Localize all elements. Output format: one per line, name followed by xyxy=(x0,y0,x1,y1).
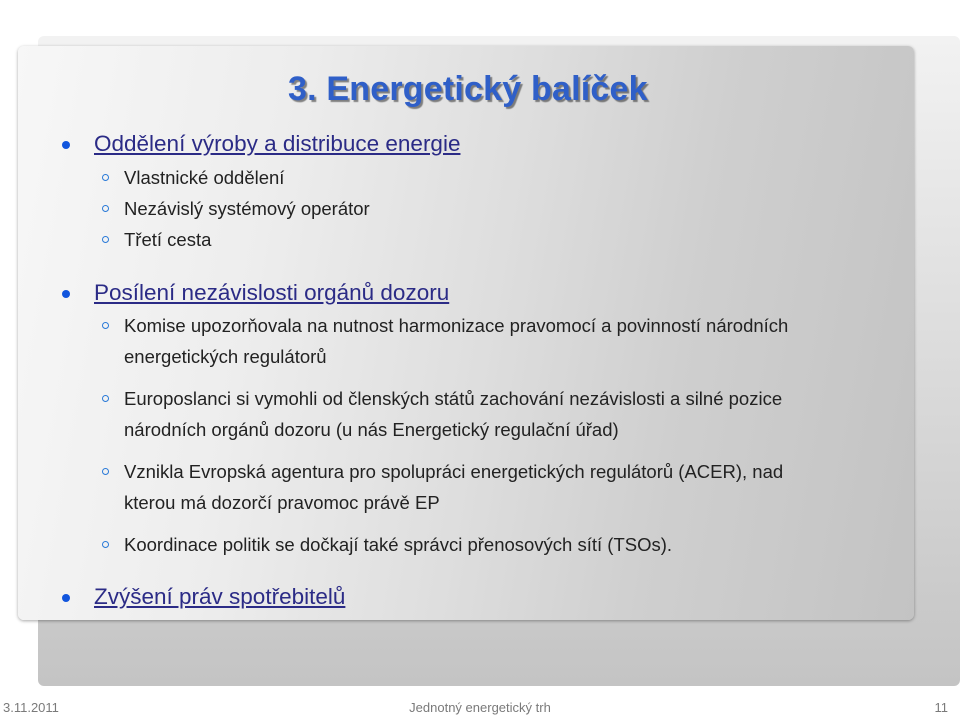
sub-bullet-text: Europoslanci si vymohli od členských států zachování nezávislosti a silné pozice národních orgánů dozoru (u nás Energetický regulační úřad) xyxy=(124,388,783,440)
sub-bullet xyxy=(62,529,832,560)
sub-bullet-text: Komise upozorňovala na nutnost harmonizace pravomocí a povinností národních energetických regulátorů xyxy=(124,315,789,367)
heading-text: Zvýšení práv spotřebitelů xyxy=(94,584,346,609)
slide-title: 3. Energetický balíček xyxy=(288,70,648,108)
slide-footer xyxy=(0,697,960,720)
sub-bullet xyxy=(62,456,832,518)
page-number: 11 xyxy=(934,700,948,715)
sub-bullet xyxy=(62,193,832,224)
sub-bullet xyxy=(62,162,832,193)
sub-bullet xyxy=(62,310,832,372)
ring-bullet-icon xyxy=(102,322,109,329)
ring-bullet-icon xyxy=(102,395,109,402)
slide-content xyxy=(62,130,832,611)
heading-text: Oddělení výroby a distribuce energie xyxy=(94,131,461,156)
ring-bullet-icon xyxy=(102,236,109,243)
bullet-heading-regulators xyxy=(62,279,832,307)
heading-text: Posílení nezávislosti orgánů dozoru xyxy=(94,280,450,305)
bullet-heading-unbundling xyxy=(62,130,832,158)
sub-bullet-text: Nezávislý systémový operátor xyxy=(124,198,370,219)
ring-bullet-icon xyxy=(102,468,109,475)
bullet-heading-consumer-rights xyxy=(62,583,832,611)
sub-bullet-text: Koordinace politik se dočkají také správci přenosových sítí (TSOs). xyxy=(124,534,673,555)
bullet-dot-icon xyxy=(62,290,70,298)
sub-bullet-text: Vlastnické oddělení xyxy=(124,167,285,188)
footer-title: Jednotný energetický trh xyxy=(409,700,551,715)
ring-bullet-icon xyxy=(102,205,109,212)
sub-bullet-text: Třetí cesta xyxy=(124,229,212,250)
bullet-dot-icon xyxy=(62,594,70,602)
sub-bullet-text: Vznikla Evropská agentura pro spolupráci energetických regulátorů (ACER), nad kterou má dozorčí pravomoc právě EP xyxy=(124,461,784,513)
sub-bullet xyxy=(62,383,832,445)
bullet-dot-icon xyxy=(62,141,70,149)
sub-bullet xyxy=(62,224,832,255)
ring-bullet-icon xyxy=(102,174,109,181)
ring-bullet-icon xyxy=(102,541,109,548)
footer-date: 3.11.2011 xyxy=(3,700,59,715)
